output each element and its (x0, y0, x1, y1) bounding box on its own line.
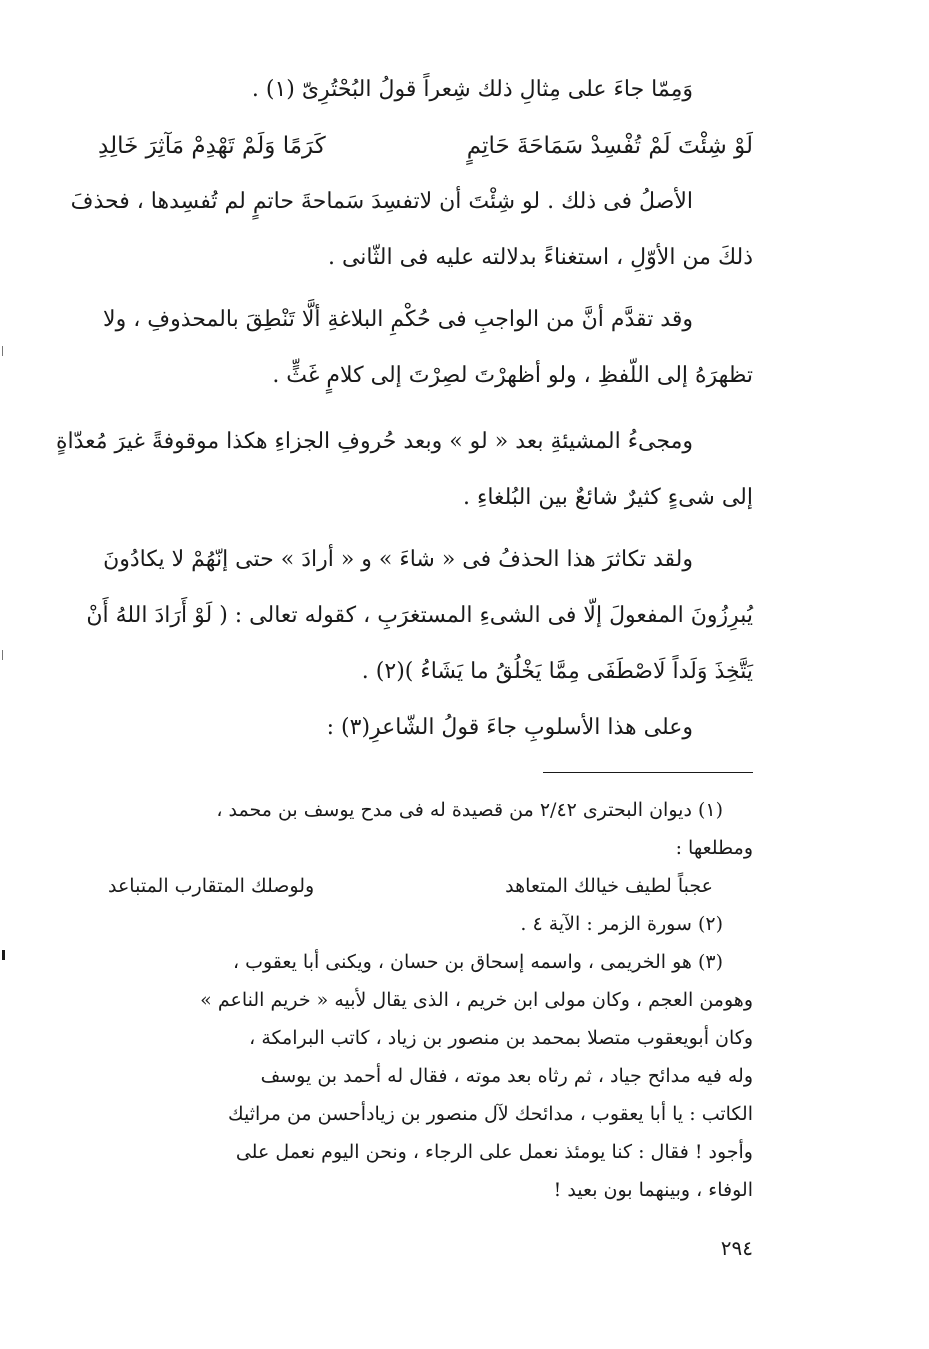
margin-mark (2, 950, 5, 960)
footnote-line: وله فيه مدائح جياد ، ثم رثاه بعد موته ، فقال له أحمد بن يوسف (260, 1065, 753, 1087)
verse-hemistich-second: ولوصلك المتقارب المتباعد (108, 875, 315, 897)
paragraph-line: إلى شىءٍ كثيرٌ شائعٌ بين البُلغاءِ . (463, 485, 753, 510)
footnote-line: ومطلعها : (675, 837, 753, 859)
footnote-line: (٢) سورة الزمر : الآية ٤ . (520, 913, 723, 935)
verse-hemistich-first: لَوْ شِئْتَ لَمْ تُفْسِدْ سَمَاحَةَ حَاتِمٍ (466, 133, 753, 159)
paragraph-line: تظهرَهُ إلى اللّفظِ ، ولو أظهرْتَ لصِرْتَ إلى كلامٍ غَثٍّ . (272, 363, 753, 388)
paragraph-line: ومجىءُ المشيئةِ بعد « لو » وبعد حُروفِ الجزاءِ هكذا موقوفةً غيرَ مُعدّاةٍ (55, 429, 693, 454)
poem-verse (98, 118, 753, 174)
footnote-separator (543, 772, 753, 773)
page-number: ٢٩٤ (720, 1236, 753, 1260)
margin-tick (2, 650, 3, 660)
footnotes (98, 791, 753, 1209)
page-body (55, 62, 753, 1209)
paragraph-line: يُبرِزُونَ المفعولَ إلّا فى الشىءِ المستغرَبِ ، كقوله تعالى : ( لَوْ أَرَادَ اللهُ أَنْ (86, 603, 753, 628)
paragraph-line: يَتَّخِذَ وَلَداً لَاصْطَفَى مِمَّا يَخْلُقُ ما يَشَاءُ )(٢) . (361, 659, 753, 684)
footnote-line: وهومن العجم ، وكان مولى ابن خريم ، الذى يقال لأبيه « خريم الناعم » (200, 989, 753, 1011)
footnote-line: (٣) هو الخريمى ، واسمه إسحاق بن حسان ، ويكنى أبا يعقوب ، (232, 951, 723, 973)
footnote-line: الوفاء ، وبينهما بون بعيد ! (553, 1179, 753, 1201)
footnote-line: الكاتب : يا أبا يعقوب ، مدائحك لآل منصور بن زيادأحسن من مراثيك (227, 1103, 753, 1125)
verse-hemistich-first: عجباً لطيف خيالك المتعاهد (505, 875, 713, 897)
paragraph-line: وَمِمّا جاءَ على مِثالِ ذلك شِعراً قولُ البُحْتُرِىّ (١) . (251, 77, 693, 102)
footnote-line: وأجود ! فقال : كنا يومئذ نعمل على الرجاء ، ونحن اليوم نعمل على (235, 1141, 753, 1163)
footnote-verse (98, 867, 753, 905)
verse-hemistich-second: كَرَمًا وَلَمْ تَهْدِمْ مَآثِرَ خَالِدِ (98, 133, 326, 159)
margin-tick (2, 346, 3, 356)
footnote-line: (١) ديوان البحترى ٢/٤٢ من قصيدة له فى مدح يوسف بن محمد ، (216, 799, 723, 821)
paragraph-line: وعلى هذا الأسلوبِ جاءَ قولُ الشّاعرِ(٣) : (326, 715, 693, 740)
paragraph-line: وقد تقدَّم أنَّ من الواجبِ فى حُكْمِ البلاغةِ ألَّا تَنْطِقَ بالمحذوفِ ، ولا (103, 307, 693, 332)
footnote-line: وكان أبويعقوب متصلا بمحمد بن منصور بن زياد ، كاتب البرامكة ، (249, 1027, 753, 1049)
paragraph-line: الأصلُ فى ذلك . لو شِئْتَ أن لاتفسِدَ سَماحةَ حاتمٍ لم تُفسِدها ، فحذفَ (70, 189, 693, 214)
paragraph-line: ولقد تكاثرَ هذا الحذفُ فى « شاءَ » و « أرادَ » حتى إنّهُمْ لا يكادُونَ (103, 547, 693, 572)
paragraph-line: ذلكَ من الأوّلِ ، استغناءً بدلالته عليه فى الثّانى . (327, 245, 753, 270)
